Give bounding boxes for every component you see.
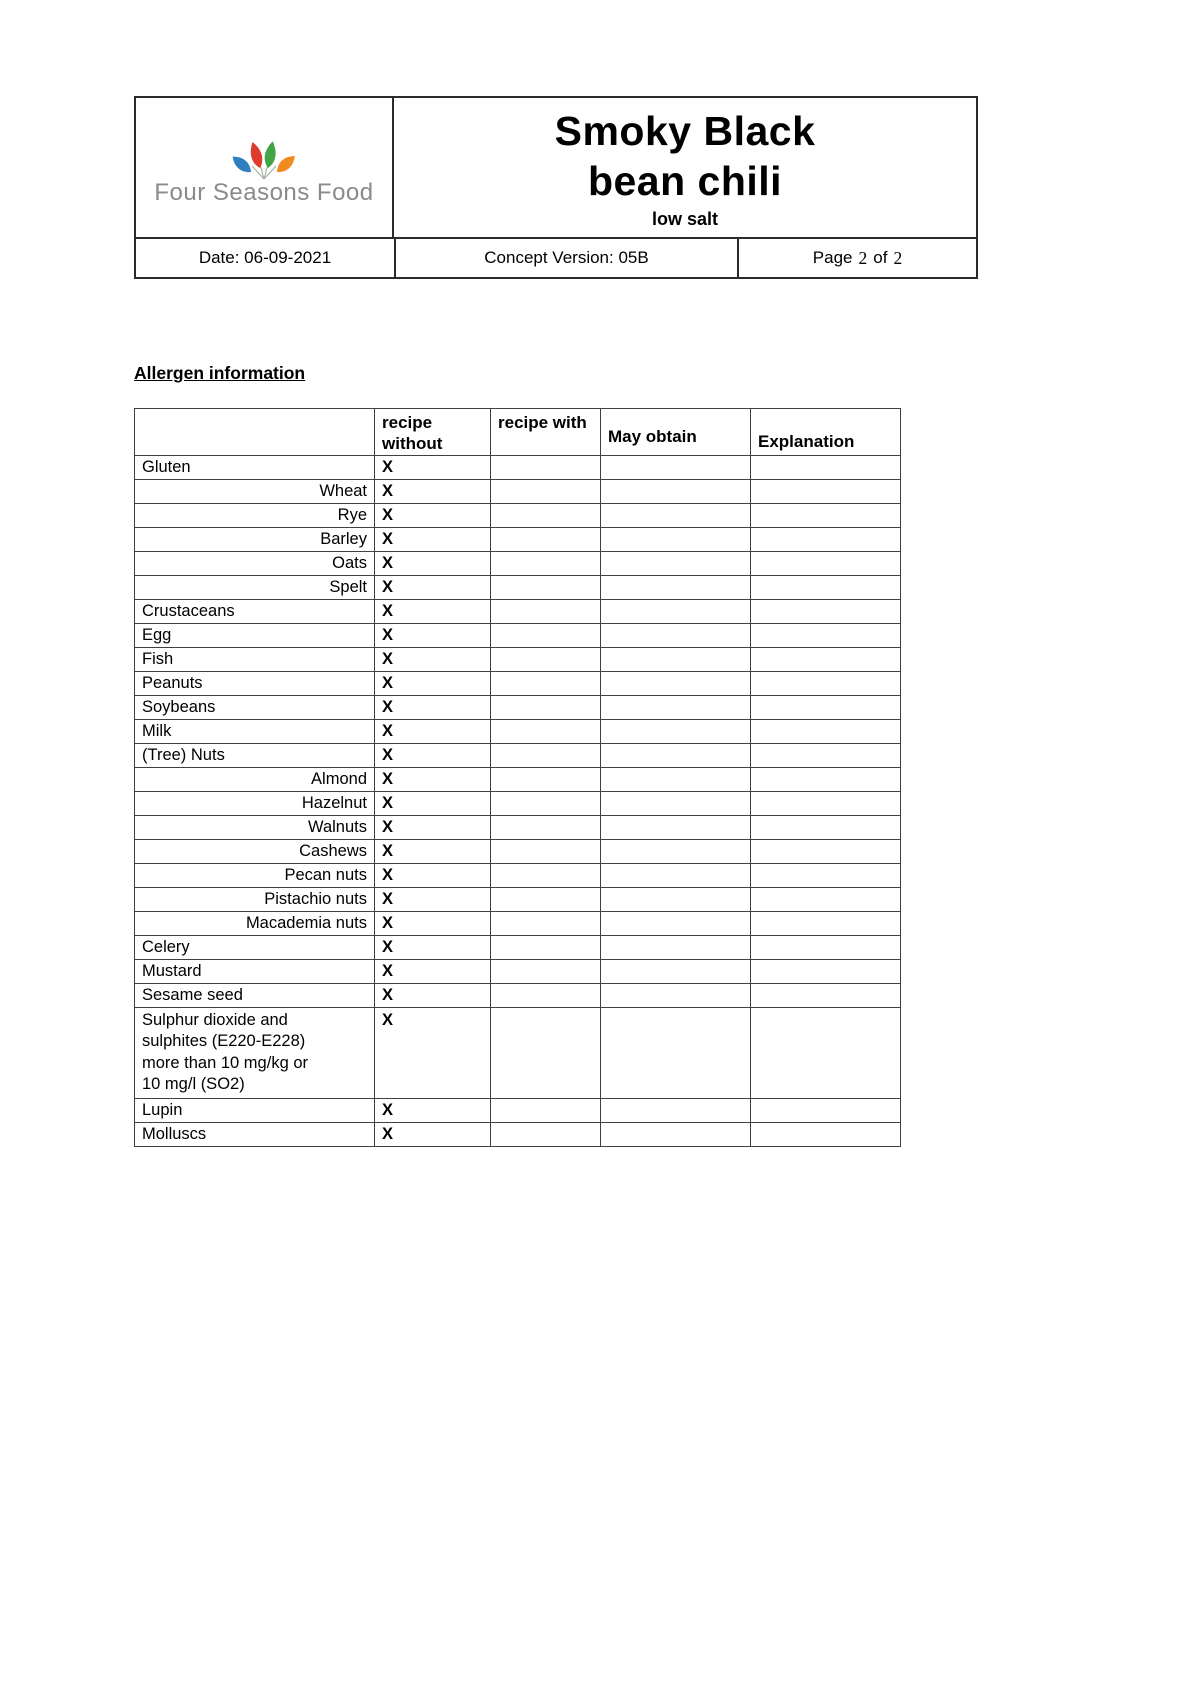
allergen-label-cell bbox=[135, 576, 375, 600]
allergen-label-cell bbox=[135, 696, 375, 720]
allergen-label-cell bbox=[135, 840, 375, 864]
recipe-with-cell bbox=[491, 1122, 601, 1146]
table-row bbox=[135, 1008, 901, 1099]
recipe-without-cell: X bbox=[375, 1122, 491, 1146]
allergen-label: Molluscs bbox=[142, 1124, 207, 1143]
allergen-label-cell bbox=[135, 1098, 375, 1122]
concept-version-field: Concept Version: 05B bbox=[394, 239, 737, 277]
allergen-label: Hazelnut bbox=[301, 794, 367, 813]
recipe-without-cell: X bbox=[375, 864, 491, 888]
explanation-cell bbox=[751, 864, 901, 888]
allergen-label-cell bbox=[135, 528, 375, 552]
allergen-label: Gluten bbox=[142, 458, 191, 477]
allergen-label-cell bbox=[135, 1008, 375, 1099]
explanation-cell bbox=[751, 912, 901, 936]
product-title-line1: Smoky Black bbox=[554, 108, 816, 155]
allergen-label-cell bbox=[135, 984, 375, 1008]
may-obtain-cell bbox=[601, 552, 751, 576]
recipe-without-cell: X bbox=[375, 576, 491, 600]
allergen-label-cell bbox=[135, 744, 375, 768]
may-obtain-cell bbox=[601, 840, 751, 864]
allergen-column-header bbox=[135, 409, 375, 456]
header-meta-row bbox=[136, 237, 976, 277]
explanation-cell bbox=[751, 672, 901, 696]
recipe-without-cell: X bbox=[375, 984, 491, 1008]
four-seasons-leaf-icon bbox=[231, 135, 297, 183]
allergen-label-cell bbox=[135, 792, 375, 816]
may-obtain-cell bbox=[601, 480, 751, 504]
explanation-cell bbox=[751, 528, 901, 552]
table-row bbox=[135, 624, 901, 648]
document-header bbox=[134, 96, 978, 279]
allergen-label-cell bbox=[135, 600, 375, 624]
recipe-with-cell bbox=[491, 744, 601, 768]
allergen-table-header bbox=[135, 409, 901, 456]
table-row bbox=[135, 744, 901, 768]
page-total-number: 2 bbox=[893, 247, 903, 268]
recipe-without-cell: X bbox=[375, 792, 491, 816]
page-word: Page bbox=[812, 248, 853, 267]
recipe-without-column-header: recipe without bbox=[375, 409, 491, 456]
may-obtain-cell bbox=[601, 528, 751, 552]
table-row bbox=[135, 552, 901, 576]
allergen-label: Walnuts bbox=[308, 818, 367, 837]
recipe-with-cell bbox=[491, 792, 601, 816]
recipe-without-cell: X bbox=[375, 624, 491, 648]
header-main-row bbox=[136, 98, 976, 237]
recipe-without-cell: X bbox=[375, 1008, 491, 1099]
may-obtain-cell bbox=[601, 984, 751, 1008]
allergen-label-cell bbox=[135, 504, 375, 528]
explanation-cell bbox=[751, 792, 901, 816]
may-obtain-cell bbox=[601, 648, 751, 672]
allergen-label-cell bbox=[135, 864, 375, 888]
explanation-cell bbox=[751, 768, 901, 792]
may-obtain-cell bbox=[601, 576, 751, 600]
recipe-without-cell: X bbox=[375, 648, 491, 672]
allergen-label: Pistachio nuts bbox=[264, 890, 367, 909]
recipe-with-cell bbox=[491, 984, 601, 1008]
explanation-cell bbox=[751, 1098, 901, 1122]
may-obtain-cell bbox=[601, 912, 751, 936]
may-obtain-cell bbox=[601, 864, 751, 888]
recipe-without-cell: X bbox=[375, 960, 491, 984]
allergen-label: Pecan nuts bbox=[284, 866, 367, 885]
table-row bbox=[135, 480, 901, 504]
explanation-cell bbox=[751, 552, 901, 576]
explanation-cell bbox=[751, 456, 901, 480]
table-row bbox=[135, 720, 901, 744]
allergen-label: Sesame seed bbox=[142, 986, 243, 1005]
allergen-label-cell bbox=[135, 648, 375, 672]
allergen-label: Rye bbox=[337, 506, 367, 525]
recipe-with-cell bbox=[491, 576, 601, 600]
recipe-without-cell: X bbox=[375, 912, 491, 936]
table-row bbox=[135, 960, 901, 984]
allergen-label: Lupin bbox=[142, 1100, 183, 1119]
explanation-cell bbox=[751, 504, 901, 528]
recipe-with-cell bbox=[491, 1098, 601, 1122]
allergen-label-cell bbox=[135, 936, 375, 960]
may-obtain-cell bbox=[601, 1122, 751, 1146]
recipe-without-cell: X bbox=[375, 504, 491, 528]
table-row bbox=[135, 600, 901, 624]
table-row bbox=[135, 576, 901, 600]
table-row bbox=[135, 936, 901, 960]
page-indicator bbox=[737, 239, 976, 277]
product-subtitle: low salt bbox=[651, 208, 718, 229]
allergen-label: Wheat bbox=[319, 482, 367, 501]
recipe-with-cell bbox=[491, 624, 601, 648]
leaf-orange-icon bbox=[273, 152, 297, 176]
explanation-cell bbox=[751, 624, 901, 648]
date-field: Date: 06-09-2021 bbox=[198, 248, 332, 267]
explanation-cell bbox=[751, 840, 901, 864]
recipe-without-cell: X bbox=[375, 888, 491, 912]
may-obtain-cell bbox=[601, 672, 751, 696]
allergen-label: Mustard bbox=[142, 962, 202, 981]
may-obtain-cell bbox=[601, 936, 751, 960]
recipe-with-cell bbox=[491, 1008, 601, 1099]
allergen-label-cell bbox=[135, 1122, 375, 1146]
recipe-without-cell: X bbox=[375, 936, 491, 960]
may-obtain-column-header: May obtain bbox=[601, 409, 751, 456]
recipe-without-cell: X bbox=[375, 816, 491, 840]
recipe-without-cell: X bbox=[375, 696, 491, 720]
may-obtain-cell bbox=[601, 456, 751, 480]
allergen-label: Spelt bbox=[329, 578, 367, 597]
may-obtain-cell bbox=[601, 504, 751, 528]
recipe-with-cell bbox=[491, 672, 601, 696]
recipe-with-column-header: recipe with bbox=[491, 409, 601, 456]
allergen-label: Cashews bbox=[299, 842, 367, 861]
recipe-with-cell bbox=[491, 648, 601, 672]
explanation-cell bbox=[751, 888, 901, 912]
table-row bbox=[135, 456, 901, 480]
allergen-section-heading: Allergen information bbox=[134, 363, 306, 383]
recipe-with-cell bbox=[491, 912, 601, 936]
explanation-cell bbox=[751, 1122, 901, 1146]
recipe-with-cell bbox=[491, 864, 601, 888]
recipe-without-cell: X bbox=[375, 528, 491, 552]
explanation-cell bbox=[751, 696, 901, 720]
explanation-cell bbox=[751, 648, 901, 672]
recipe-with-cell bbox=[491, 768, 601, 792]
table-row bbox=[135, 1098, 901, 1122]
table-row bbox=[135, 528, 901, 552]
table-row bbox=[135, 1122, 901, 1146]
allergen-label: Peanuts bbox=[142, 674, 203, 693]
page-current-number: 2 bbox=[858, 247, 868, 268]
table-header-row bbox=[135, 409, 901, 456]
product-title bbox=[555, 107, 816, 205]
recipe-without-cell: X bbox=[375, 480, 491, 504]
title-cell bbox=[394, 98, 976, 237]
recipe-without-cell: X bbox=[375, 840, 491, 864]
may-obtain-cell bbox=[601, 624, 751, 648]
recipe-with-cell bbox=[491, 840, 601, 864]
allergen-label-cell bbox=[135, 456, 375, 480]
allergen-label: Celery bbox=[142, 938, 190, 957]
allergen-label-cell bbox=[135, 552, 375, 576]
leaf-red-icon bbox=[248, 140, 266, 169]
table-row bbox=[135, 984, 901, 1008]
recipe-without-cell: X bbox=[375, 768, 491, 792]
allergen-label: Macademia nuts bbox=[245, 914, 367, 933]
recipe-with-cell bbox=[491, 816, 601, 840]
recipe-without-cell: X bbox=[375, 672, 491, 696]
table-row bbox=[135, 696, 901, 720]
table-row bbox=[135, 648, 901, 672]
allergen-label-cell bbox=[135, 672, 375, 696]
table-row bbox=[135, 888, 901, 912]
may-obtain-cell bbox=[601, 1098, 751, 1122]
explanation-cell bbox=[751, 600, 901, 624]
allergen-label: Soybeans bbox=[142, 698, 216, 717]
allergen-label: Barley bbox=[320, 530, 367, 549]
recipe-without-cell: X bbox=[375, 744, 491, 768]
may-obtain-cell bbox=[601, 888, 751, 912]
explanation-column-header: Explanation bbox=[751, 409, 901, 456]
recipe-with-cell bbox=[491, 504, 601, 528]
recipe-with-cell bbox=[491, 960, 601, 984]
allergen-label: Almond bbox=[311, 770, 367, 789]
table-row bbox=[135, 864, 901, 888]
allergen-label-cell bbox=[135, 480, 375, 504]
recipe-without-cell: X bbox=[375, 600, 491, 624]
allergen-label-cell bbox=[135, 624, 375, 648]
table-row bbox=[135, 768, 901, 792]
allergen-label-cell bbox=[135, 888, 375, 912]
product-title-line2: bean chili bbox=[587, 157, 783, 204]
explanation-cell bbox=[751, 720, 901, 744]
allergen-label-cell bbox=[135, 960, 375, 984]
recipe-without-cell: X bbox=[375, 1098, 491, 1122]
explanation-cell bbox=[751, 1008, 901, 1099]
may-obtain-cell bbox=[601, 816, 751, 840]
table-row bbox=[135, 816, 901, 840]
company-logo bbox=[136, 98, 394, 237]
explanation-cell bbox=[751, 480, 901, 504]
page-of-word: of bbox=[873, 248, 888, 267]
recipe-with-cell bbox=[491, 888, 601, 912]
allergen-table-body bbox=[135, 456, 901, 1147]
allergen-label-cell bbox=[135, 816, 375, 840]
recipe-with-cell bbox=[491, 600, 601, 624]
recipe-with-cell bbox=[491, 696, 601, 720]
allergen-label: Crustaceans bbox=[142, 602, 235, 621]
table-row bbox=[135, 792, 901, 816]
recipe-with-cell bbox=[491, 456, 601, 480]
table-row bbox=[135, 504, 901, 528]
allergen-label: Milk bbox=[142, 722, 172, 741]
recipe-without-cell: X bbox=[375, 552, 491, 576]
explanation-cell bbox=[751, 744, 901, 768]
allergen-label-cell bbox=[135, 720, 375, 744]
recipe-without-cell: X bbox=[375, 456, 491, 480]
allergen-label: (Tree) Nuts bbox=[142, 746, 225, 765]
may-obtain-cell bbox=[601, 744, 751, 768]
may-obtain-cell bbox=[601, 792, 751, 816]
table-row bbox=[135, 840, 901, 864]
recipe-with-cell bbox=[491, 936, 601, 960]
allergen-label-cell bbox=[135, 912, 375, 936]
recipe-without-cell: X bbox=[375, 720, 491, 744]
allergen-table bbox=[134, 408, 901, 1147]
explanation-cell bbox=[751, 984, 901, 1008]
recipe-with-cell bbox=[491, 552, 601, 576]
logo-text: Four Seasons Food bbox=[154, 178, 374, 206]
recipe-with-cell bbox=[491, 528, 601, 552]
allergen-label-cell bbox=[135, 768, 375, 792]
may-obtain-cell bbox=[601, 720, 751, 744]
table-row bbox=[135, 912, 901, 936]
allergen-label: Sulphur dioxide and sulphites (E220-E228) more than 10 mg/kg or 10 mg/l (SO2) bbox=[142, 1011, 308, 1094]
allergen-label: Egg bbox=[142, 626, 172, 645]
recipe-with-cell bbox=[491, 720, 601, 744]
may-obtain-cell bbox=[601, 960, 751, 984]
allergen-label: Fish bbox=[142, 650, 174, 669]
explanation-cell bbox=[751, 936, 901, 960]
leaf-green-icon bbox=[263, 140, 278, 168]
explanation-cell bbox=[751, 576, 901, 600]
explanation-cell bbox=[751, 960, 901, 984]
leaf-blue-icon bbox=[231, 152, 254, 175]
may-obtain-cell bbox=[601, 696, 751, 720]
may-obtain-cell bbox=[601, 1008, 751, 1099]
may-obtain-cell bbox=[601, 768, 751, 792]
explanation-cell bbox=[751, 816, 901, 840]
recipe-with-cell bbox=[491, 480, 601, 504]
may-obtain-cell bbox=[601, 600, 751, 624]
allergen-label: Oats bbox=[332, 554, 367, 573]
table-row bbox=[135, 672, 901, 696]
